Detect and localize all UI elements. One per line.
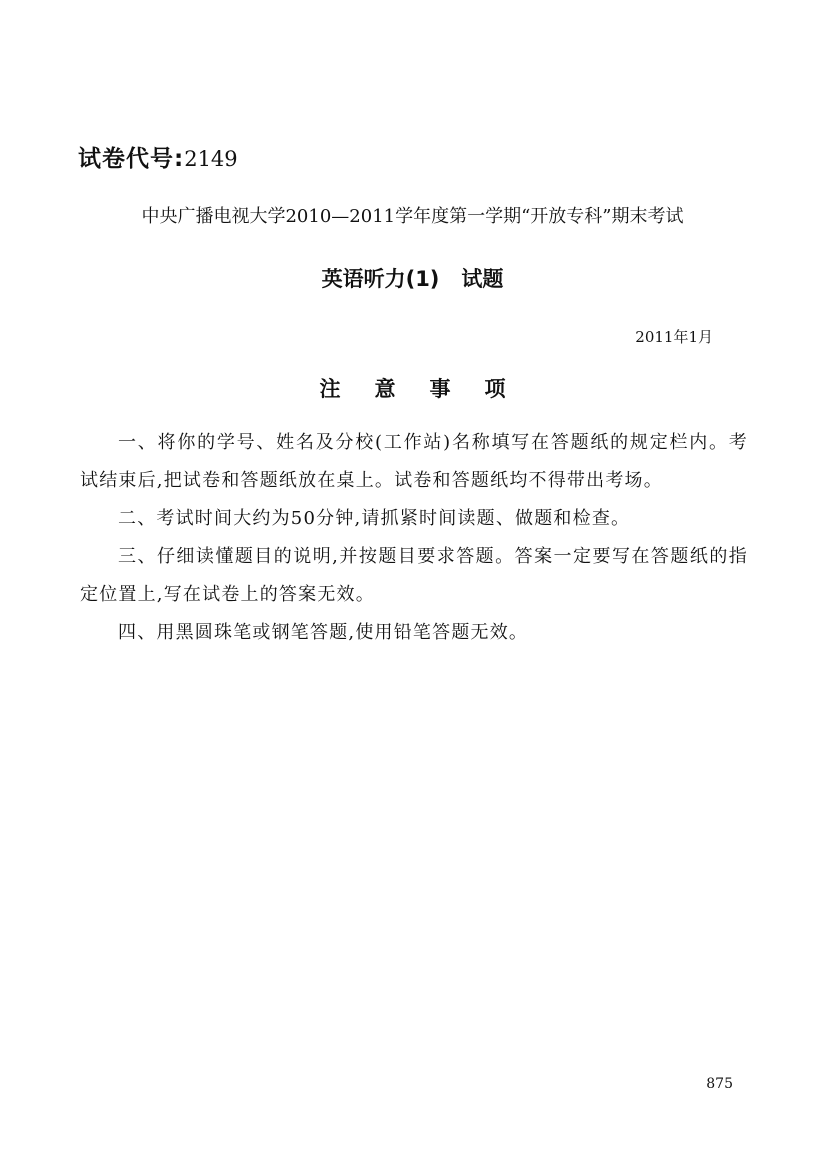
notice-list [80,424,748,652]
notice-item-2: 二、考试时间大约为50分钟,请抓紧时间读题、做题和检查。 [118,508,631,529]
page-number: 875 [706,1076,733,1092]
notice-item-3: 三、仔细读懂题目的说明,并按题目要求答题。答案一定要写在答题纸的指定位置上,写在试卷上的答案无效。 [80,546,748,605]
exam-header: 中央广播电视大学2010—2011学年度第一学期“开放专科”期末考试 [141,206,684,227]
subject-suffix: 试题 [461,267,504,291]
exam-date: 2011年1月 [635,328,713,346]
paper-code-label: 试卷代号: [78,146,185,172]
notice-title: 注意事项 [319,377,540,401]
subject-title [0,263,825,293]
notice-item-4: 四、用黑圆珠笔或钢笔答题,使用铅笔答题无效。 [118,622,529,643]
subject-name: 英语听力(1) [321,267,440,291]
paper-code-value: 2149 [184,147,238,171]
notice-item-1: 一、将你的学号、姓名及分校(工作站)名称填写在答题纸的规定栏内。考试结束后,把试卷和答题纸放在桌上。试卷和答题纸均不得带出考场。 [80,432,748,491]
paper-code [78,140,238,173]
